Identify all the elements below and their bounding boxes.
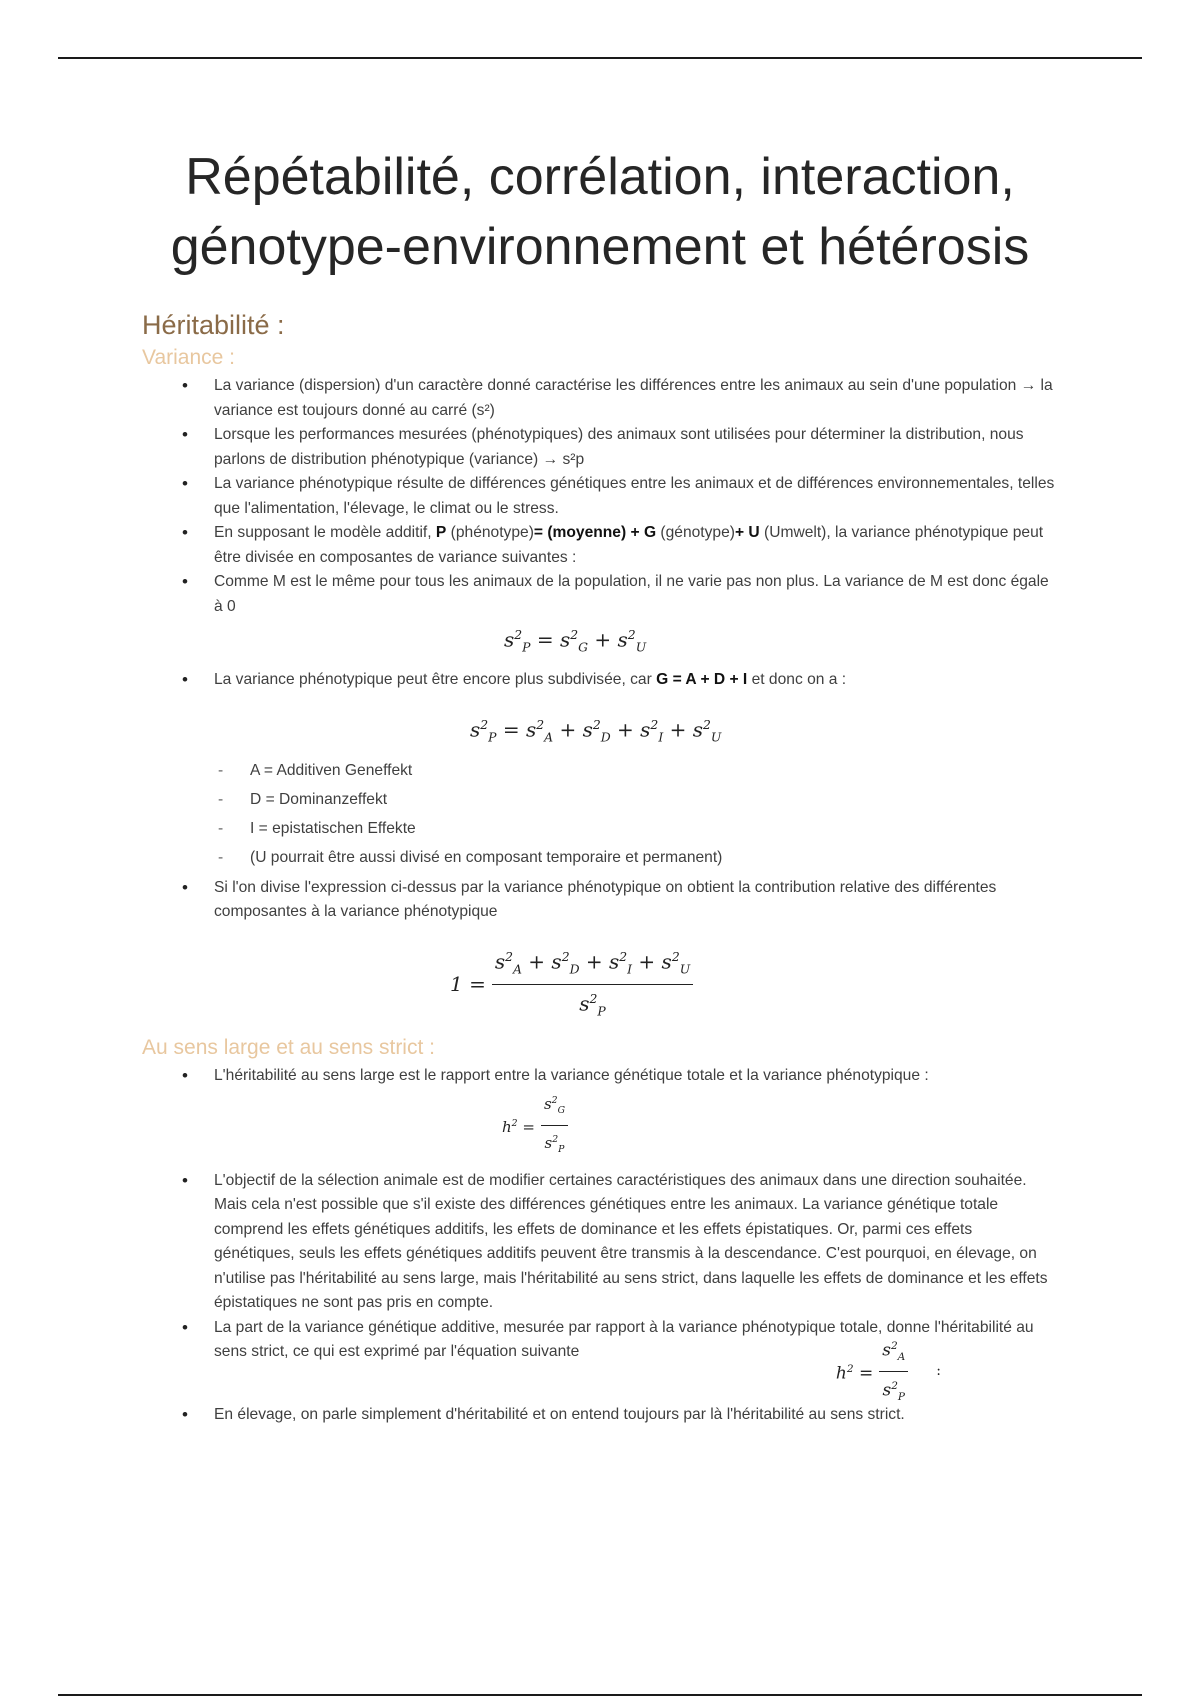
formula-broad-sense-heritability: $h^2$ = $\frac{s^2_G}{s^2_P}$ [502, 1089, 1057, 1163]
list-item: - (U pourrait être aussi divisé en composant temporaire et permanent) [142, 843, 1057, 872]
list-item: - I = epistatischen Effekte [142, 814, 1057, 843]
title-line-1: Répétabilité, corrélation, interaction, [185, 148, 1015, 206]
variance-list-2 [142, 876, 1057, 1024]
title-line-2: génotype-environnement et hétérosis [170, 218, 1030, 276]
bottom-rule [58, 1694, 1142, 1696]
sens-list [142, 1064, 1057, 1427]
document-body [142, 306, 1057, 1427]
list-item: • L'objectif de la sélection animale est de modifier certaines caractéristiques des animaux dans une direction souhaitée. Mais cela n'est possible que s'il existe des différences génétiques entre les animaux. La variance génétique totale comprend les effets génétiques additifs, les effets de dominance et les effets épistatiques. Or, parmi ces effets génétiques, seuls les effets génétiques additifs peuvent être transmis à la descendance. C'est pourquoi, en élevage, on n'utilise pas l'héritabilité au sens large, mais l'héritabilité au sens strict, dans laquelle les effets de dominance et les effets épistatiques ne sont pas pris en compte. [142, 1169, 1057, 1316]
component-list [142, 756, 1057, 872]
list-item: • En élevage, on parle simplement d'héritabilité et on entend toujours par là l'héritabilité au sens strict. [142, 1403, 1057, 1428]
list-item: • La variance phénotypique résulte de différences génétiques entre les animaux et de différences environnementales, telles que l'alimentation, l'élevage, le climat ou le stress. [142, 472, 1057, 521]
list-item: • La variance phénotypique peut être encore plus subdivisée, car G = A + D + I et donc on a : $s^2_P = s^2_A + s^2_D + s^2_I + s^2_U$ [142, 668, 1057, 750]
list-item: • Si l'on divise l'expression ci-dessus par la variance phénotypique on obtient la contribution relative des différentes composantes à la variance phénotypique 1 = $\frac{s^2_A + s^2_D + s^2_I + s^2_U}{s^2_P}$ [142, 876, 1057, 1024]
variance-list [142, 374, 1057, 750]
list-item: • La part de la variance génétique additive, mesurée par rapport à la variance phénotypique totale, donne l'héritabilité au sens strict, ce qui est exprimé par l'équation suivante $h^2$ = $\frac{s^2_A}{s^2_P}$ : [142, 1316, 1057, 1395]
heading-heritabilite: Héritabilité : [142, 310, 285, 340]
list-item: - A = Additiven Geneffekt [142, 756, 1057, 785]
list-item: • La variance (dispersion) d'un caractère donné caractérise les différences entre les animaux au sein d'une population → la variance est toujours donné au carré (s²) [142, 374, 1057, 423]
formula-phenotypic-variance: $s^2_P = s^2_G + s^2_U$ [504, 627, 647, 655]
heading-sens-large-strict: Au sens large et au sens strict : [142, 1036, 435, 1060]
list-item: • Lorsque les performances mesurées (phénotypiques) des animaux sont utilisées pour déterminer la distribution, nous parlons de distribution phénotypique (variance) → s²p [142, 423, 1057, 472]
page-title [0, 142, 1200, 282]
formula-narrow-sense-heritability: $h^2$ = $\frac{s^2_A}{s^2_P}$ : [836, 1334, 941, 1410]
list-item: - D = Dominanzeffekt [142, 785, 1057, 814]
formula-variance-decomposition: $s^2_P = s^2_A + s^2_D + s^2_I + s^2_U$ [470, 716, 722, 745]
list-item: • Comme M est le même pour tous les animaux de la population, il ne varie pas non plus. La variance de M est donc égale à 0 $s^2_P = s^2_G + s^2_U$ [142, 570, 1057, 660]
list-item: • En supposant le modèle additif, P (phénotype)= (moyenne) + G (génotype)+ U (Umwelt), la variance phénotypique peut être divisée en composantes de variance suivantes : [142, 521, 1057, 570]
list-item: • L'héritabilité au sens large est le rapport entre la variance génétique totale et la variance phénotypique : $h^2$ = $\frac{s^2_G}{s^2_P}$ [142, 1064, 1057, 1163]
formula-relative-contribution: 1 = $\frac{s^2_A + s^2_D + s^2_I + s^2_U}{s^2_P}$ [450, 945, 1057, 1024]
top-rule [58, 57, 1142, 59]
heading-variance: Variance : [142, 346, 235, 369]
